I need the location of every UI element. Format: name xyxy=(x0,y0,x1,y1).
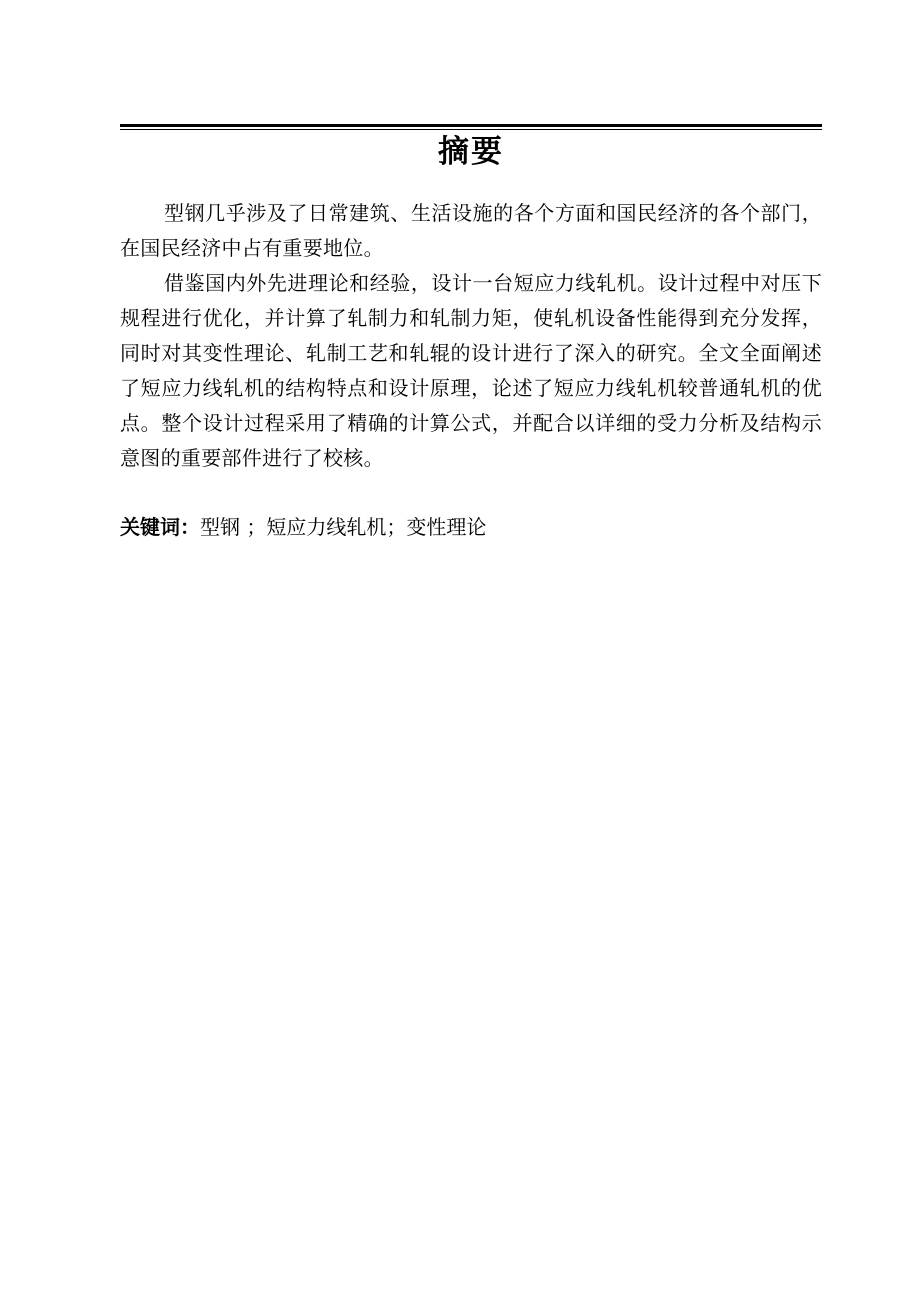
abstract-title: 摘要 xyxy=(438,134,504,170)
keywords-text: 型钢 ；短应力线轧机；变性理论 xyxy=(200,515,487,539)
keywords-label: 关键词： xyxy=(120,515,200,539)
header-double-rule xyxy=(120,124,822,130)
abstract-paragraph-2: 借鉴国内外先进理论和经验，设计一台短应力线轧机。设计过程中对压下规程进行优化，并计算了轧制力和轧制力矩，使轧机设备性能得到充分发挥，同时对其变性理论、轧制工艺和轧辊的设计进行了深入的研究。全文全面阐述了短应力线轧机的结构特点和设计原理，论述了短应力线轧机较普通轧机的优点。整个设计过程采用了精确的计算公式，并配合以详细的受力分析及结构示意图的重要部件进行了校核。 xyxy=(120,271,822,470)
abstract-body xyxy=(120,196,822,476)
abstract-paragraph-1: 型钢几乎涉及了日常建筑、生活设施的各个方面和国民经济的各个部门，在国民经济中占有重要地位。 xyxy=(120,201,822,260)
keywords-line xyxy=(120,510,822,545)
